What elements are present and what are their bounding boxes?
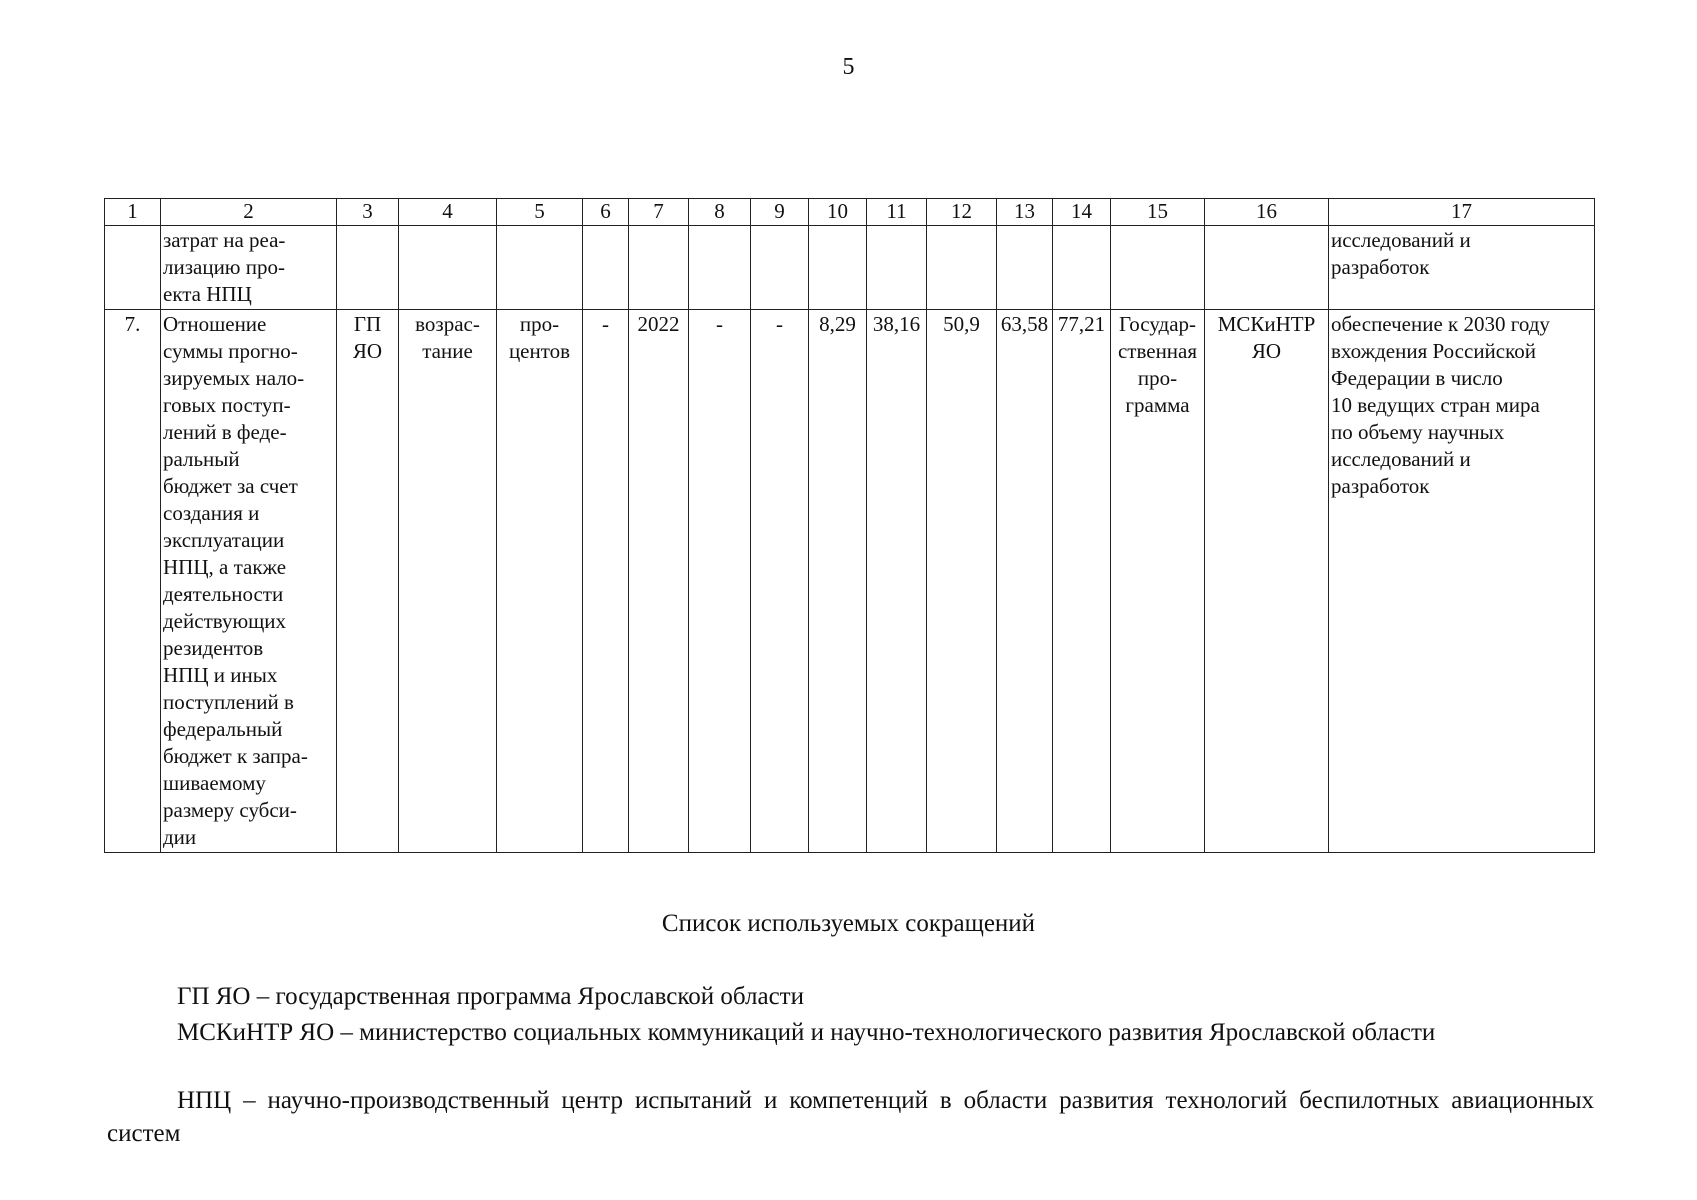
document-line: ЯО [352, 339, 383, 363]
indicator-name-line: лений в феде- [163, 420, 287, 444]
indicator-name-line: екта НПЦ [163, 282, 252, 306]
indicator-name-line: лизацию про- [163, 255, 285, 279]
indicator-name-line: суммы прогно- [163, 339, 298, 363]
value-col10: 8,29 [809, 310, 867, 853]
value-col11: 38,16 [867, 310, 927, 853]
abbreviation-text: НПЦ – научно-производственный центр испытаний и компетенций в области развития технологий беспилотных авиационных систем [107, 1087, 1594, 1147]
trend-cell [399, 310, 497, 853]
indicator-name-line: бюджет к запра- [163, 744, 308, 768]
indicator-name-line: ральный [163, 447, 240, 471]
column-header-3: 3 [337, 199, 399, 226]
unit-line: центов [508, 339, 571, 363]
indicator-name-line: действующих [163, 609, 287, 633]
goal-line: разработок [1331, 474, 1430, 498]
column-header-16: 16 [1205, 199, 1329, 226]
unit-cell [497, 310, 583, 853]
source-line: про- [1137, 366, 1178, 390]
goal-cell [1329, 226, 1595, 310]
page-number: 5 [842, 54, 855, 80]
indicator-name-line: федеральный [163, 717, 283, 741]
indicator-name-line: деятельности [163, 582, 284, 606]
column-header-11: 11 [867, 199, 927, 226]
row-number: 7. [105, 310, 161, 853]
indicator-name-line: НПЦ и иных [163, 663, 278, 687]
indicator-name-line: поступлений в [163, 690, 294, 714]
column-header-8: 8 [689, 199, 751, 226]
continuation-row [105, 226, 1595, 310]
abbreviation-text: ГП ЯО – государственная программа Ярославской области [177, 983, 804, 1010]
abbreviation-item [107, 1016, 1594, 1049]
column-header-6: 6 [583, 199, 629, 226]
abbreviation-item [107, 980, 1594, 1013]
column-header-9: 9 [751, 199, 809, 226]
goal-line: исследований и [1331, 447, 1471, 471]
value-col13: 63,58 [997, 310, 1053, 853]
responsible-cell [1205, 310, 1329, 853]
indicator-name-cell [161, 226, 337, 310]
indicator-name-line: НПЦ, а также [163, 555, 287, 579]
unit-line: про- [519, 312, 560, 336]
indicator-name-line: затрат на реа- [163, 228, 286, 252]
source-line: ственная [1117, 339, 1198, 363]
abbreviation-text: МСКиНТР ЯО – министерство социальных коммуникаций и научно-технологического развития Ярославской области [177, 1019, 1436, 1046]
column-header-10: 10 [809, 199, 867, 226]
indicator-name-line: создания и [163, 501, 260, 525]
column-header-4: 4 [399, 199, 497, 226]
indicator-name-line: бюджет за счет [163, 474, 298, 498]
document-line: ГП [353, 312, 382, 336]
abbreviations-title: Список используемых сокращений [661, 910, 1036, 937]
col6-cell: - [583, 310, 629, 853]
indicator-name-cell [161, 310, 337, 853]
goal-line: 10 ведущих стран мира [1331, 393, 1540, 417]
column-header-13: 13 [997, 199, 1053, 226]
indicator-name-line: эксплуатации [163, 528, 285, 552]
table-header-row [105, 199, 1595, 226]
indicator-name-line: дии [163, 825, 197, 849]
column-header-14: 14 [1053, 199, 1111, 226]
base-year-cell: 2022 [629, 310, 689, 853]
column-header-1: 1 [105, 199, 161, 226]
goal-line: обеспечение к 2030 году [1331, 312, 1550, 336]
goal-line: по объему научных [1331, 420, 1505, 444]
indicator-name-line: размеру субси- [163, 798, 297, 822]
col8-cell: - [689, 310, 751, 853]
indicator-name-line: шиваемому [163, 771, 266, 795]
column-header-5: 5 [497, 199, 583, 226]
trend-line: возрас- [415, 312, 480, 336]
indicators-table [104, 198, 1595, 853]
goal-line: разработок [1331, 255, 1430, 279]
goal-line: вхождения Российской [1331, 339, 1536, 363]
table-row-7 [105, 310, 1595, 853]
column-header-15: 15 [1111, 199, 1205, 226]
value-col12: 50,9 [927, 310, 997, 853]
column-header-12: 12 [927, 199, 997, 226]
column-header-2: 2 [161, 199, 337, 226]
source-cell [1111, 310, 1205, 853]
source-line: Государ- [1118, 312, 1197, 336]
column-header-7: 7 [629, 199, 689, 226]
indicator-name-line: говых поступ- [163, 393, 291, 417]
source-line: грамма [1125, 393, 1190, 417]
responsible-line: ЯО [1251, 339, 1282, 363]
col9-cell: - [751, 310, 809, 853]
column-header-17: 17 [1329, 199, 1595, 226]
abbreviation-item [107, 1084, 1594, 1150]
indicator-name-line: Отношение [163, 312, 267, 336]
trend-line: тание [422, 339, 473, 363]
document-cell [337, 310, 399, 853]
goal-cell [1329, 310, 1595, 853]
indicator-name-line: резидентов [163, 636, 264, 660]
goal-line: исследований и [1331, 228, 1471, 252]
indicator-name-line: зируемых нало- [163, 366, 305, 390]
value-col14: 77,21 [1053, 310, 1111, 853]
goal-line: Федерации в число [1331, 366, 1503, 390]
responsible-line: МСКиНТР [1217, 312, 1316, 336]
